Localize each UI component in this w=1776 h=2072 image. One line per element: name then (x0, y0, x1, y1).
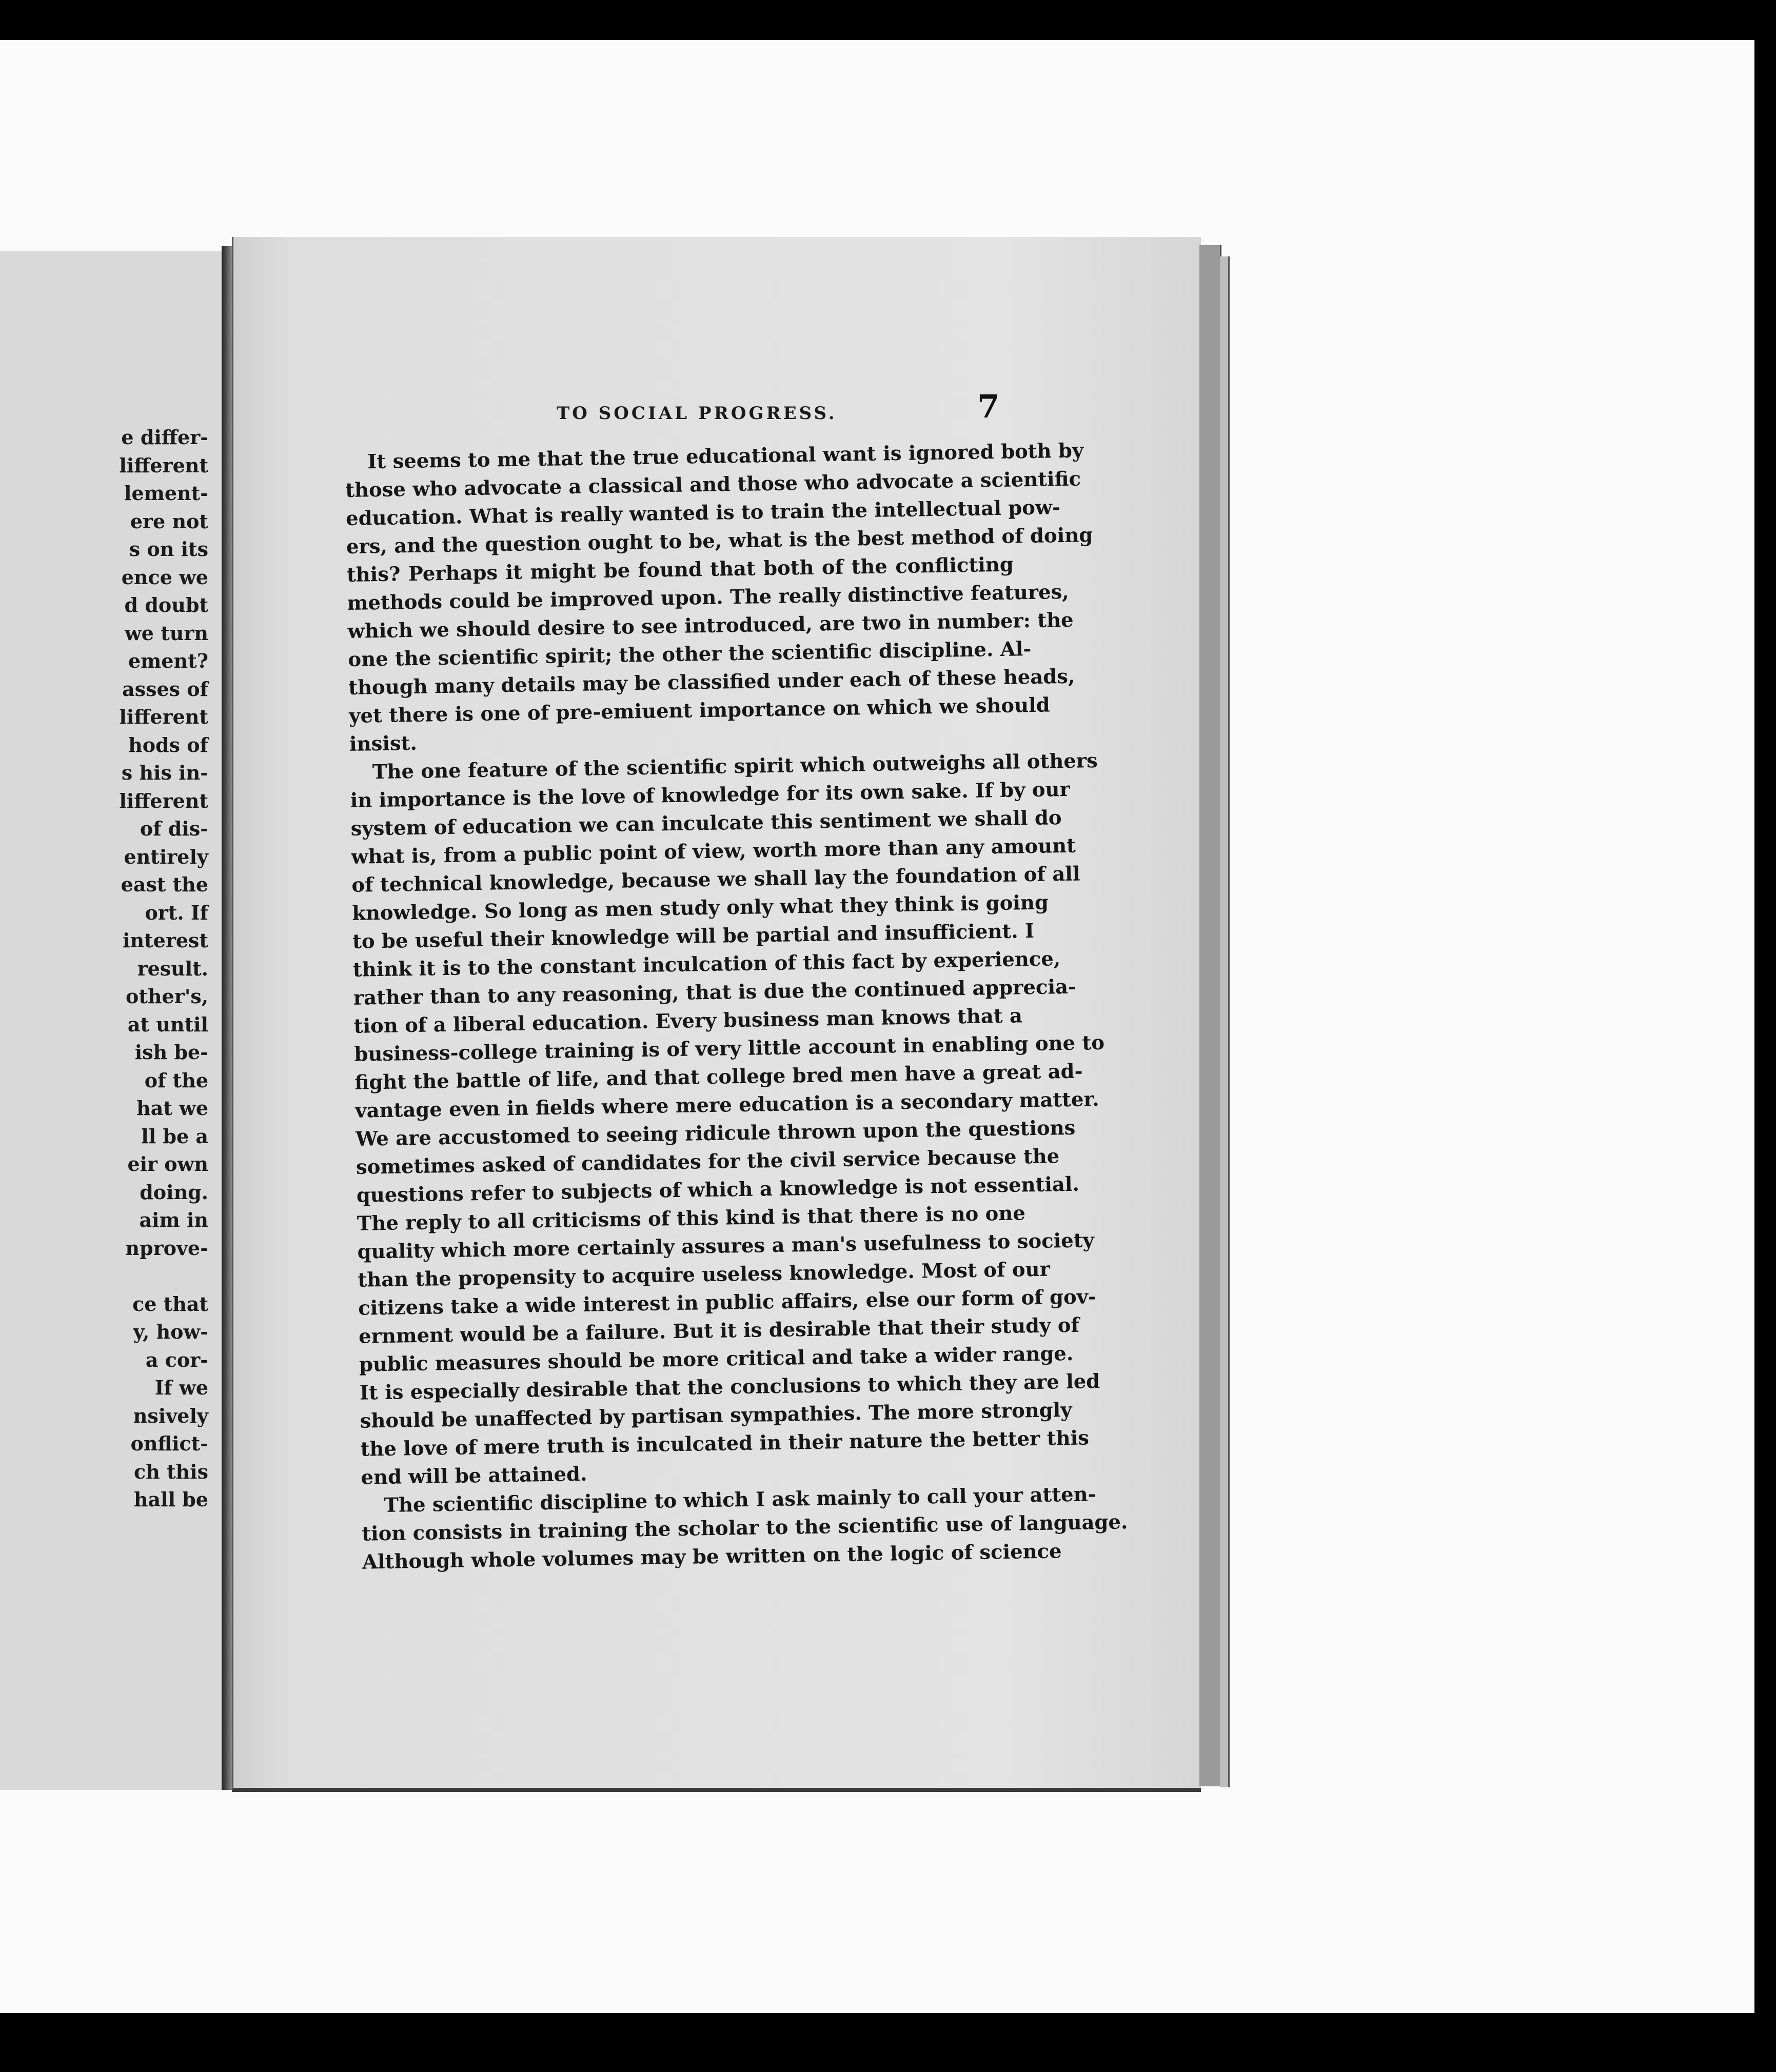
page-number: 7 (977, 388, 1000, 425)
text-line: this? Perhaps it might be found that both of the conflicting (346, 553, 1014, 587)
book-gutter (222, 246, 232, 1790)
text-line: The scientific discipline to which I ask mainly to call your atten- (384, 1483, 1096, 1518)
left-page-line: lifferent (119, 705, 208, 728)
left-page-line: ll be a (141, 1124, 208, 1148)
text-line: citizens take a wide interest in public affairs, else our form of gov- (358, 1285, 1097, 1320)
text-line: tion consists in training the scholar to the scientific use of language. (361, 1510, 1128, 1546)
left-page-line: ce that (132, 1292, 208, 1316)
left-page-line: ere not (130, 509, 208, 533)
left-page-line: nsively (133, 1404, 208, 1427)
left-page-line: onflict- (130, 1432, 208, 1455)
left-page-line: hods of (128, 733, 208, 756)
left-page-line: ort. If (145, 901, 208, 924)
scan-border-bottom (0, 2013, 1776, 2072)
left-page-line: a cor- (145, 1348, 208, 1371)
left-page-line: hat we (136, 1097, 208, 1120)
text-line: knowledge. So long as men study only what they think is going (351, 891, 1049, 925)
text-line: The reply to all criticisms of this kind is that there is no one (357, 1202, 1026, 1236)
left-page-line: other's, (126, 985, 208, 1008)
text-line: vantage even in fields where mere education is a secondary matter. (354, 1088, 1099, 1123)
page-edge (1199, 245, 1221, 1786)
left-page-line: ement? (128, 649, 208, 672)
left-page-line: eir own (127, 1152, 208, 1176)
text-line: rather than to any reasoning, that is due the continued apprecia- (353, 975, 1077, 1010)
running-head: TO SOCIAL PROGRESS. (557, 403, 837, 424)
left-page-line: entirely (124, 845, 208, 868)
text-line: should be unaffected by partisan sympathies. The more strongly (360, 1398, 1072, 1433)
left-page-line: of the (144, 1068, 208, 1092)
left-page-line: e differ- (121, 426, 208, 449)
text-line: It is especially desirable that the conclusions to which they are led (359, 1370, 1100, 1405)
left-page-line: ence we (121, 565, 208, 589)
left-page-line: asses of (122, 677, 208, 701)
left-page-line: doing. (140, 1180, 208, 1204)
left-page-line: we turn (125, 621, 208, 645)
body-text (345, 438, 1128, 1577)
text-line: sometimes asked of candidates for the civil service because the (356, 1145, 1060, 1179)
text-line: of technical knowledge, because we shall lay the foundation of all (351, 862, 1080, 897)
text-line: insist. (349, 731, 418, 756)
text-line: end will be attained. (361, 1462, 587, 1489)
text-line: questions refer to subjects of which a knowledge is not essential. (356, 1172, 1080, 1207)
left-page-line: If we (154, 1376, 208, 1399)
left-page-line: at until (127, 1012, 208, 1036)
left-page-line: y, how- (133, 1320, 208, 1343)
text-line: education. What is really wanted is to train the intellectual pow- (345, 496, 1061, 530)
left-page-line: result. (137, 957, 208, 980)
text-line: methods could be improved upon. The really distinctive features, (347, 580, 1069, 615)
text-line: We are accustomed to seeing ridicule thrown upon the questions (355, 1116, 1076, 1151)
left-page-line: d doubt (124, 593, 208, 616)
text-line: yet there is one of pre-emiuent importance on which we should (348, 693, 1050, 728)
text-line: It seems to me that the true educational want is ignored both by (367, 439, 1084, 474)
left-page-line: s on its (129, 537, 208, 561)
text-line: what is, from a public point of view, worth more than any amount (351, 834, 1076, 869)
text-line: one the scientific spirit; the other the scientific discipline. Al- (348, 637, 1032, 671)
left-page (0, 251, 225, 1790)
left-page-line: hall be (133, 1488, 208, 1511)
text-line: ernment would be a failure. But it is desirable that their study of (358, 1313, 1080, 1348)
text-line: in importance is the love of knowledge for its own sake. If by our (350, 778, 1071, 812)
left-page-line: lifferent (119, 789, 208, 812)
left-page-line: ch this (133, 1460, 208, 1483)
text-line: Although whole volumes may be written on the logic of science (362, 1540, 1062, 1574)
left-page-line: lement- (124, 482, 208, 505)
text-line: business-college training is of very little account in enabling one to (354, 1031, 1105, 1066)
text-line: think it is to the constant inculcation of this fact by experience, (352, 947, 1061, 982)
text-line: fight the battle of life, and that college bred men have a great ad- (354, 1060, 1083, 1094)
text-line: the love of mere truth is inculcated in their nature the better this (360, 1426, 1090, 1461)
text-line: those who advocate a classical and those who advocate a scientific (345, 467, 1081, 502)
scan-border-top (0, 0, 1776, 40)
left-page-line: interest (123, 929, 208, 952)
scan-border-right (1754, 0, 1776, 2072)
text-line: to be useful their knowledge will be partial and insufficient. I (352, 920, 1035, 953)
page-edge-inner (1220, 256, 1230, 1787)
left-page-line: nprove- (125, 1236, 208, 1260)
left-page-line: of dis- (140, 817, 208, 840)
text-line: which we should desire to see introduced, are two in number: the (347, 608, 1074, 643)
text-line: public measures should be more critical and take a wider range. (359, 1342, 1074, 1377)
text-line: ers, and the question ought to be, what is the best method of doing (346, 524, 1093, 559)
left-page-line: lifferent (119, 453, 208, 477)
text-line: quality which more certainly assures a man's usefulness to society (357, 1229, 1095, 1264)
text-line: though many details may be classified under each of these heads, (348, 665, 1075, 700)
text-line: tion of a liberal education. Every business man knows that a (353, 1004, 1023, 1038)
text-line: than the propensity to acquire useless knowledge. Most of our (358, 1258, 1051, 1292)
left-page-line: east the (121, 873, 208, 896)
text-line: The one feature of the scientific spirit which outweighs all others (372, 749, 1098, 784)
left-page-line: s his in- (121, 761, 208, 784)
text-line: system of education we can inculcate this sentiment we shall do (350, 806, 1062, 841)
left-page-line: aim in (139, 1208, 208, 1231)
left-page-line: ish be- (134, 1041, 208, 1064)
